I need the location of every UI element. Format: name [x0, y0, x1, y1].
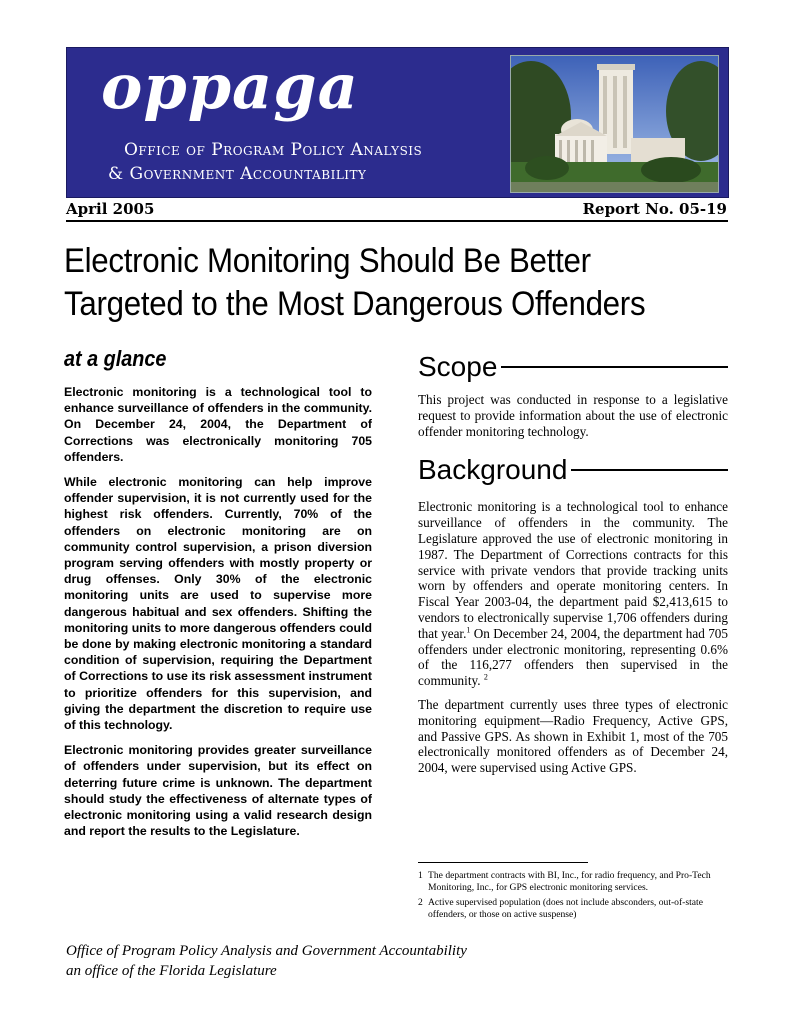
glance-heading: at a glance	[64, 346, 167, 371]
footer-line2: an office of the Florida Legislature	[66, 963, 277, 979]
footnotes	[418, 870, 728, 924]
background-paragraph: Electronic monitoring is a technological tool to enhance surveillance of offenders in the community. The Legislature approved the use of electronic monitoring in 1987. The Department of Corrections contracts for this service with private vendors that provide tracking units worn by offenders and operate monitoring centers. In Fiscal Year 2003-04, the department paid $2,413,615 to vendors to electronically supervise 1,706 offenders during that year.$^1$ On December 24, 2004, the department had 705 offenders under electronic monitoring, representing 0.6% of the 116,277 offenders then supervised in the community. $^2$	[418, 499, 728, 689]
scope-section	[418, 392, 728, 439]
glance-paragraph: Electronic monitoring is a technological tool to enhance surveillance of offenders in the community. On December 24, 2004, the Department of Corrections was electronically monitoring 705 offenders.	[64, 385, 372, 464]
header-rule	[66, 220, 728, 222]
background-heading	[418, 453, 728, 487]
scope-heading-text: Scope	[418, 351, 498, 382]
glance-section	[64, 384, 372, 848]
header-banner	[66, 47, 729, 198]
capitol-photo	[510, 55, 719, 193]
glance-paragraph: While electronic monitoring can help improve offender supervision, it is not currently used for the highest risk offenders. Currently, 70% of the offenders on electronic monitoring are on community control supervision, a prison diversion program serving offenders with mostly property or drug offenses. Only 30% of the electronic monitoring units are used to supervise more dangerous habitual and sex offenders. Shifting the monitoring units to more dangerous offenders could be done by making electronic monitoring a standard condition of supervision, requiring the Department of Corrections to use its risk assessment instrument to prioritize offenders for this supervision, and giving the department the discretion to require use of this technology.	[64, 475, 372, 733]
oppaga-logo: oppaga	[101, 50, 359, 123]
footnote-number: 2	[418, 897, 423, 908]
footnote	[418, 870, 728, 894]
footer-line1: Office of Program Policy Analysis and Government Accountability	[66, 943, 467, 959]
footnote-text: The department contracts with BI, Inc., for radio frequency, and Pro-Tech Monitoring, Inc., for GPS electronic monitoring services.	[428, 870, 711, 893]
footnote-number: 1	[418, 870, 423, 881]
background-heading-text: Background	[418, 454, 568, 486]
glance-paragraph: Electronic monitoring provides greater surveillance of offenders under supervision, but its effect on deterring future crime is unknown. The department should study the effectiveness of alternate types of electronic monitoring using a valid research design and report the results to the Legislature.	[64, 743, 372, 839]
background-section	[418, 499, 728, 776]
org-name-line2: & Government Accountability	[108, 164, 367, 184]
right-column	[418, 350, 728, 784]
publication-date: April 2005	[66, 200, 155, 218]
heading-rule	[571, 469, 728, 471]
scope-paragraph: This project was conducted in response to a legislative request to provide information about the use of electronic offender monitoring technology.	[418, 392, 728, 439]
scope-heading	[418, 350, 728, 384]
title-line2: Targeted to the Most Dangerous Offenders	[64, 285, 646, 323]
report-number: Report No. 05-19	[582, 200, 727, 218]
background-paragraph: The department currently uses three types of electronic monitoring equipment—Radio Frequency, Active GPS, and Passive GPS. As shown in Exhibit 1, most of the 705 electronically monitored offenders as of December 24, 2004, were supervised using Active GPS.	[418, 696, 728, 776]
footnote-ref: 2	[483, 672, 488, 682]
footnote-text: Active supervised population (does not include absconders, out-of-state offenders, or those on active suspense)	[428, 897, 703, 920]
footnote-ref: 1	[466, 625, 471, 635]
footnote	[418, 897, 728, 921]
title-line1: Electronic Monitoring Should Be Better	[64, 242, 591, 280]
org-name-line1: Office of Program Policy Analysis	[124, 140, 423, 160]
report-title	[64, 240, 690, 326]
heading-rule	[501, 366, 728, 368]
footnote-rule	[418, 862, 588, 863]
page-footer	[66, 941, 467, 981]
